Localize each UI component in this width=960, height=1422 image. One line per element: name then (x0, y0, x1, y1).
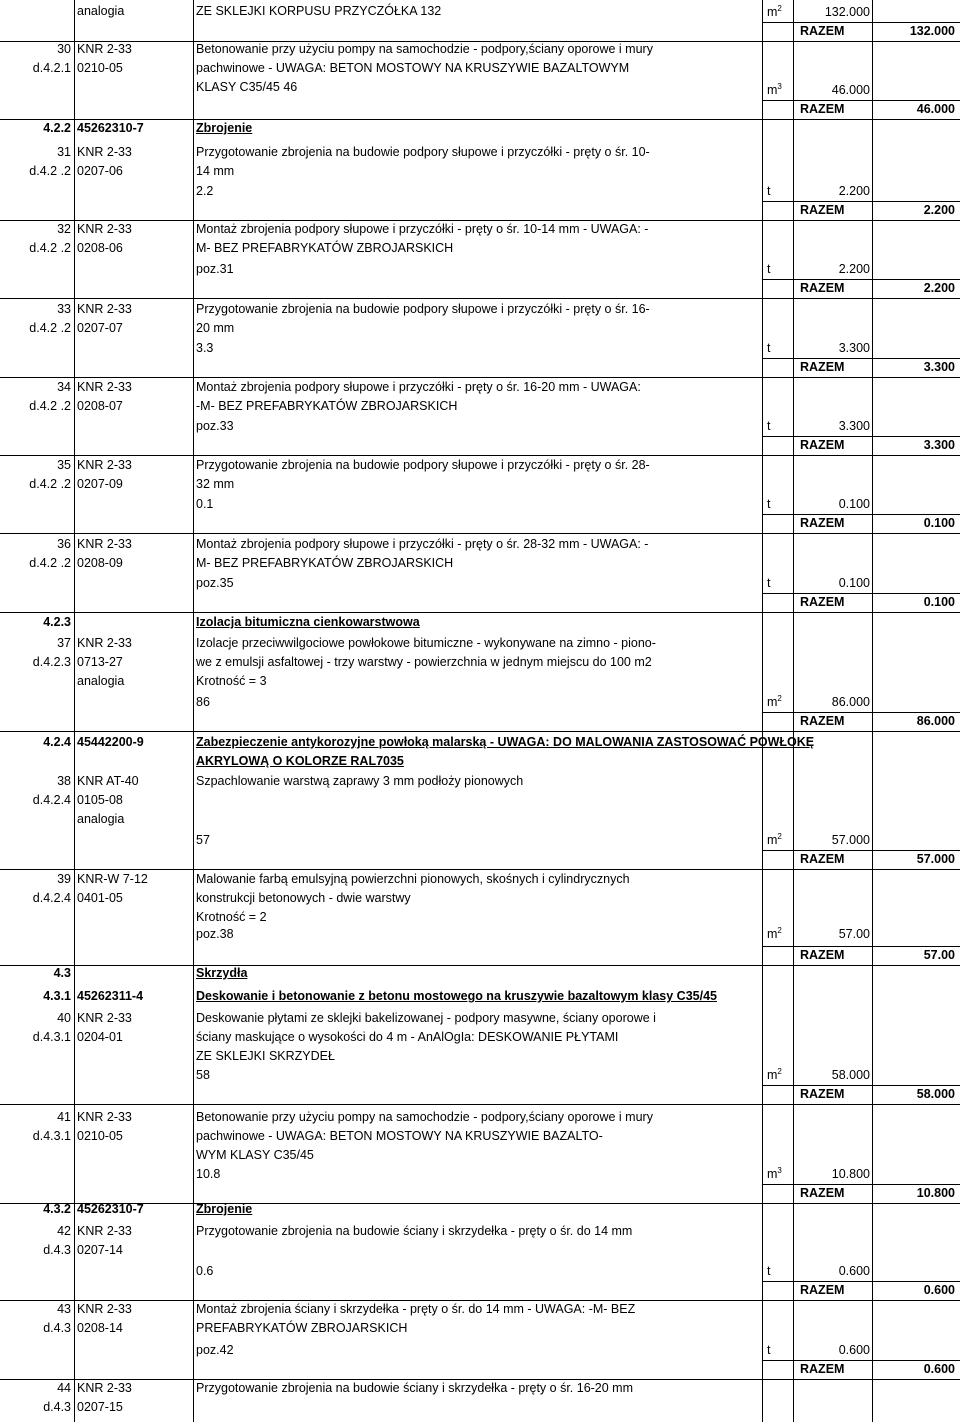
razem-label: RAZEM (800, 1087, 845, 1101)
razem-total: 58.000 (916, 1087, 955, 1101)
razem-total: 0.100 (923, 595, 955, 609)
item-number: 38 (57, 774, 71, 788)
quantity: 0.100 (838, 576, 870, 590)
section-number: 4.3.1 (43, 989, 71, 1003)
item-description: ZE SKLEJKI SKRZYDEŁ (196, 1049, 335, 1063)
item-description: Szpachlowanie warstwą zaprawy 3 mm podłoży pionowych (196, 774, 524, 788)
quantity: 0.100 (838, 497, 870, 511)
razem-label: RAZEM (800, 1362, 845, 1376)
item-catalog-position: 0208-06 (77, 241, 123, 255)
item-catalog-position: 0204-01 (77, 1030, 123, 1044)
quantity: 0.600 (838, 1264, 870, 1278)
razem-total: 2.200 (923, 281, 955, 295)
item-catalog-position: 0208-07 (77, 399, 123, 413)
item-catalog: KNR 2-33 (77, 537, 132, 551)
razem-label: RAZEM (800, 203, 845, 217)
row-separator (0, 1300, 960, 1301)
razem-label: RAZEM (800, 281, 845, 295)
razem-line (762, 436, 960, 437)
section-code: 45262310-7 (77, 121, 144, 135)
item-description: pachwinowe - UWAGA: BETON MOSTOWY NA KRUSZYWIE BAZALTOWYM (196, 61, 630, 75)
quantity-expression: 86 (196, 695, 210, 709)
quantity-expression: 58 (196, 1068, 210, 1082)
quantity: 57.00 (838, 927, 870, 941)
row-separator (0, 298, 960, 299)
razem-line (762, 201, 960, 202)
razem-line (762, 1085, 960, 1086)
item-catalog-position: 0207-14 (77, 1243, 123, 1257)
item-catalog-position: 0105-08 (77, 793, 123, 807)
item-description: M- BEZ PREFABRYKATÓW ZBROJARSKICH (196, 556, 454, 570)
item-description: ściany maskujące o wysokości do 4 m - AnAlOgIa: DESKOWANIE PŁYTAMI (196, 1030, 619, 1044)
row-separator (0, 377, 960, 378)
section-code: 45262310-7 (77, 1202, 144, 1216)
item-description: Krotność = 2 (196, 910, 267, 924)
item-base: d.4.2.4 (32, 793, 71, 807)
quantity: 3.300 (838, 419, 870, 433)
razem-total: 0.600 (923, 1283, 955, 1297)
quantity-expression: 0.6 (196, 1264, 214, 1278)
row-separator (0, 731, 960, 732)
razem-total: 0.100 (923, 516, 955, 530)
item-base: d.4.3 (43, 1243, 71, 1257)
razem-line (762, 279, 960, 280)
item-catalog-position: 0713-27 (77, 655, 123, 669)
item-description: we z emulsji asfaltowej - trzy warstwy - powierzchnia w jednym miejscu do 100 m2 (196, 655, 652, 669)
section-code: 45442200-9 (77, 735, 144, 749)
razem-total: 57.000 (916, 852, 955, 866)
item-base: d.4.2 .2 (29, 399, 71, 413)
item-description: 32 mm (196, 477, 235, 491)
razem-line (762, 593, 960, 594)
unit: t (767, 341, 771, 355)
row-separator (0, 119, 960, 120)
calc-code: analogia (77, 4, 125, 18)
razem-label: RAZEM (800, 595, 845, 609)
quantity: 0.600 (838, 1343, 870, 1357)
razem-label: RAZEM (800, 102, 845, 116)
unit: $m^2$ (767, 694, 782, 709)
quantity-expression: poz.33 (196, 419, 234, 433)
column-divider (193, 0, 194, 1422)
unit: $m^2$ (767, 1067, 782, 1082)
razem-label: RAZEM (800, 438, 845, 452)
quantity: 3.300 (838, 341, 870, 355)
razem-label: RAZEM (800, 1186, 845, 1200)
item-description: 20 mm (196, 321, 235, 335)
item-number: 42 (57, 1224, 71, 1238)
razem-label: RAZEM (800, 360, 845, 374)
razem-total: 2.200 (923, 203, 955, 217)
razem-line (762, 850, 960, 851)
item-number: 39 (57, 872, 71, 886)
section-title: Zbrojenie (196, 121, 253, 135)
section-number: 4.2.2 (43, 121, 71, 135)
item-description: Przygotowanie zbrojenia na budowie ściany i skrzydełka - pręty o śr. do 14 mm (196, 1224, 633, 1238)
razem-line (762, 712, 960, 713)
razem-line (762, 514, 960, 515)
quantity-expression: 2.2 (196, 184, 214, 198)
item-analogia: analogia (77, 674, 125, 688)
item-base: d.4.2 .2 (29, 477, 71, 491)
item-base: d.4.3.1 (32, 1030, 71, 1044)
item-catalog: KNR 2-33 (77, 380, 132, 394)
quantity: 86.000 (831, 695, 870, 709)
section-code: 45262311-4 (77, 989, 144, 1003)
quantity-expression: 3.3 (196, 341, 214, 355)
unit: t (767, 1264, 771, 1278)
section-title: Izolacja bitumiczna cienkowarstwowa (196, 615, 420, 629)
item-number: 41 (57, 1110, 71, 1124)
item-number: 32 (57, 222, 71, 236)
razem-total: 0.600 (923, 1362, 955, 1376)
row-separator (0, 455, 960, 456)
item-description: konstrukcji betonowych - dwie warstwy (196, 891, 411, 905)
row-separator (0, 612, 960, 613)
item-catalog: KNR 2-33 (77, 1011, 132, 1025)
item-description: Betonowanie przy użyciu pompy na samochodzie - podpory,ściany oporowe i mury (196, 1110, 653, 1124)
section-number: 4.3 (53, 966, 71, 980)
razem-line (762, 1184, 960, 1185)
item-catalog-position: 0207-15 (77, 1400, 123, 1414)
item-catalog: KNR 2-33 (77, 302, 132, 316)
item-number: 37 (57, 636, 71, 650)
calc-description: ZE SKLEJKI KORPUSU PRZYCZÓŁKA 132 (196, 4, 442, 18)
razem-total: 132.000 (909, 24, 955, 38)
column-divider (762, 0, 763, 1422)
razem-line (762, 22, 960, 23)
item-number: 44 (57, 1381, 71, 1395)
item-catalog-position: 0208-09 (77, 556, 123, 570)
item-description: 14 mm (196, 164, 235, 178)
row-separator (0, 1203, 960, 1204)
quantity: 2.200 (838, 184, 870, 198)
item-base: d.4.3 (43, 1321, 71, 1335)
razem-total: 86.000 (916, 714, 955, 728)
item-description: Montaż zbrojenia podpory słupowe i przyczółki - pręty o śr. 16-20 mm - UWAGA: (196, 380, 641, 394)
razem-total: 10.800 (916, 1186, 955, 1200)
razem-label: RAZEM (800, 852, 845, 866)
item-description: Krotność = 3 (196, 674, 267, 688)
quantity-expression: poz.42 (196, 1343, 234, 1357)
quantity-expression: poz.38 (196, 927, 234, 941)
item-catalog-position: 0208-14 (77, 1321, 123, 1335)
item-description: Izolacje przeciwwilgociowe powłokowe bitumiczne - wykonywane na zimno - piono- (196, 636, 656, 650)
quantity-expression: 57 (196, 833, 210, 847)
item-catalog: KNR 2-33 (77, 458, 132, 472)
razem-total: 3.300 (923, 360, 955, 374)
unit: t (767, 497, 771, 511)
item-catalog-position: 0210-05 (77, 1129, 123, 1143)
item-base: d.4.3 (43, 1400, 71, 1414)
item-base: d.4.2 .2 (29, 321, 71, 335)
unit: $m^3$ (767, 82, 782, 97)
item-catalog: KNR 2-33 (77, 222, 132, 236)
quantity-expression: 0.1 (196, 497, 214, 511)
razem-line (762, 1281, 960, 1282)
razem-line (762, 1360, 960, 1361)
item-number: 36 (57, 537, 71, 551)
quantity: 132.000 (824, 5, 870, 19)
quantity: 58.000 (831, 1068, 870, 1082)
unit: $m^2$ (767, 4, 782, 19)
item-number: 33 (57, 302, 71, 316)
item-base: d.4.2 .2 (29, 556, 71, 570)
item-number: 34 (57, 380, 71, 394)
item-base: d.4.2.4 (32, 891, 71, 905)
section-title: Zbrojenie (196, 1202, 253, 1216)
column-divider (793, 0, 794, 1422)
item-catalog-position: 0401-05 (77, 891, 123, 905)
item-base: d.4.3.1 (32, 1129, 71, 1143)
item-description: Montaż zbrojenia podpory słupowe i przyczółki - pręty o śr. 10-14 mm - UWAGA: - (196, 222, 649, 236)
razem-total: 57.00 (923, 948, 955, 962)
section-title: Deskowanie i betonowanie z betonu mostowego na kruszywie bazaltowym klasy C35/45 (196, 989, 717, 1003)
unit: t (767, 576, 771, 590)
razem-label: RAZEM (800, 948, 845, 962)
item-description: Betonowanie przy użyciu pompy na samochodzie - podpory,ściany oporowe i mury (196, 42, 653, 56)
item-number: 31 (57, 145, 71, 159)
item-number: 30 (57, 42, 71, 56)
unit: $m^2$ (767, 926, 782, 941)
unit: $m^2$ (767, 832, 782, 847)
section-title: Zabezpieczenie antykorozyjne powłoką malarską - UWAGA: DO MALOWANIA ZASTOSOWAĆ POWŁOKĘ (196, 735, 815, 749)
item-description: Przygotowanie zbrojenia na budowie ściany i skrzydełka - pręty o śr. 16-20 mm (196, 1381, 634, 1395)
section-title: Skrzydła (196, 966, 248, 980)
unit: t (767, 419, 771, 433)
item-description: Malowanie farbą emulsyjną powierzchni pionowych, skośnych i cylindrycznych (196, 872, 630, 886)
unit: t (767, 1343, 771, 1357)
item-catalog: KNR 2-33 (77, 1110, 132, 1124)
item-description: pachwinowe - UWAGA: BETON MOSTOWY NA KRUSZYWIE BAZALTO- (196, 1129, 603, 1143)
razem-total: 46.000 (916, 102, 955, 116)
quantity: 10.800 (831, 1167, 870, 1181)
quantity-expression: poz.35 (196, 576, 234, 590)
unit: $m^3$ (767, 1166, 782, 1181)
item-catalog: KNR 2-33 (77, 1302, 132, 1316)
quantity-expression: poz.31 (196, 262, 234, 276)
row-separator (0, 533, 960, 534)
item-description: -M- BEZ PREFABRYKATÓW ZBROJARSKICH (196, 399, 458, 413)
unit: t (767, 262, 771, 276)
section-number: 4.2.3 (43, 615, 71, 629)
item-catalog-position: 0207-09 (77, 477, 123, 491)
item-description: Przygotowanie zbrojenia na budowie podpory słupowe i przyczółki - pręty o śr. 10- (196, 145, 650, 159)
razem-label: RAZEM (800, 516, 845, 530)
item-description: Deskowanie płytami ze sklejki bakelizowanej - podpory masywne, ściany oporowe i (196, 1011, 656, 1025)
item-description: Przygotowanie zbrojenia na budowie podpory słupowe i przyczółki - pręty o śr. 28- (196, 458, 650, 472)
razem-line (762, 100, 960, 101)
item-description: KLASY C35/45 46 (196, 80, 298, 94)
item-description: Przygotowanie zbrojenia na budowie podpory słupowe i przyczółki - pręty o śr. 16- (196, 302, 650, 316)
row-separator (0, 220, 960, 221)
item-base: d.4.2 .2 (29, 241, 71, 255)
item-base: d.4.2.1 (32, 61, 71, 75)
razem-total: 3.300 (923, 438, 955, 452)
quantity-expression: 10.8 (196, 1167, 221, 1181)
item-description: Montaż zbrojenia ściany i skrzydełka - pręty o śr. do 14 mm - UWAGA: -M- BEZ (196, 1302, 636, 1316)
unit: t (767, 184, 771, 198)
item-catalog-position: 0210-05 (77, 61, 123, 75)
quantity: 57.000 (831, 833, 870, 847)
row-separator (0, 1379, 960, 1380)
razem-label: RAZEM (800, 24, 845, 38)
item-catalog: KNR 2-33 (77, 145, 132, 159)
item-analogia: analogia (77, 812, 125, 826)
item-description: M- BEZ PREFABRYKATÓW ZBROJARSKICH (196, 241, 454, 255)
item-number: 35 (57, 458, 71, 472)
item-catalog: KNR-W 7-12 (77, 872, 148, 886)
razem-line (762, 946, 960, 947)
section-number: 4.3.2 (43, 1202, 71, 1216)
item-number: 43 (57, 1302, 71, 1316)
quantity: 46.000 (831, 83, 870, 97)
item-number: 40 (57, 1011, 71, 1025)
quantity: 2.200 (838, 262, 870, 276)
section-title: AKRYLOWĄ O KOLORZE RAL7035 (196, 754, 404, 768)
item-description: Montaż zbrojenia podpory słupowe i przyczółki - pręty o śr. 28-32 mm - UWAGA: - (196, 537, 649, 551)
item-catalog-position: 0207-06 (77, 164, 123, 178)
section-number: 4.2.4 (43, 735, 71, 749)
row-separator (0, 869, 960, 870)
row-separator (0, 965, 960, 966)
razem-label: RAZEM (800, 714, 845, 728)
item-description: WYM KLASY C35/45 (196, 1148, 314, 1162)
item-catalog: KNR AT-40 (77, 774, 139, 788)
item-catalog: KNR 2-33 (77, 42, 132, 56)
item-catalog: KNR 2-33 (77, 636, 132, 650)
item-catalog: KNR 2-33 (77, 1381, 132, 1395)
razem-label: RAZEM (800, 1283, 845, 1297)
item-base: d.4.2 .2 (29, 164, 71, 178)
item-description: PREFABRYKATÓW ZBROJARSKICH (196, 1321, 408, 1335)
razem-line (762, 358, 960, 359)
item-base: d.4.2.3 (32, 655, 71, 669)
column-divider (74, 0, 75, 1422)
item-catalog-position: 0207-07 (77, 321, 123, 335)
row-separator (0, 1104, 960, 1105)
item-catalog: KNR 2-33 (77, 1224, 132, 1238)
